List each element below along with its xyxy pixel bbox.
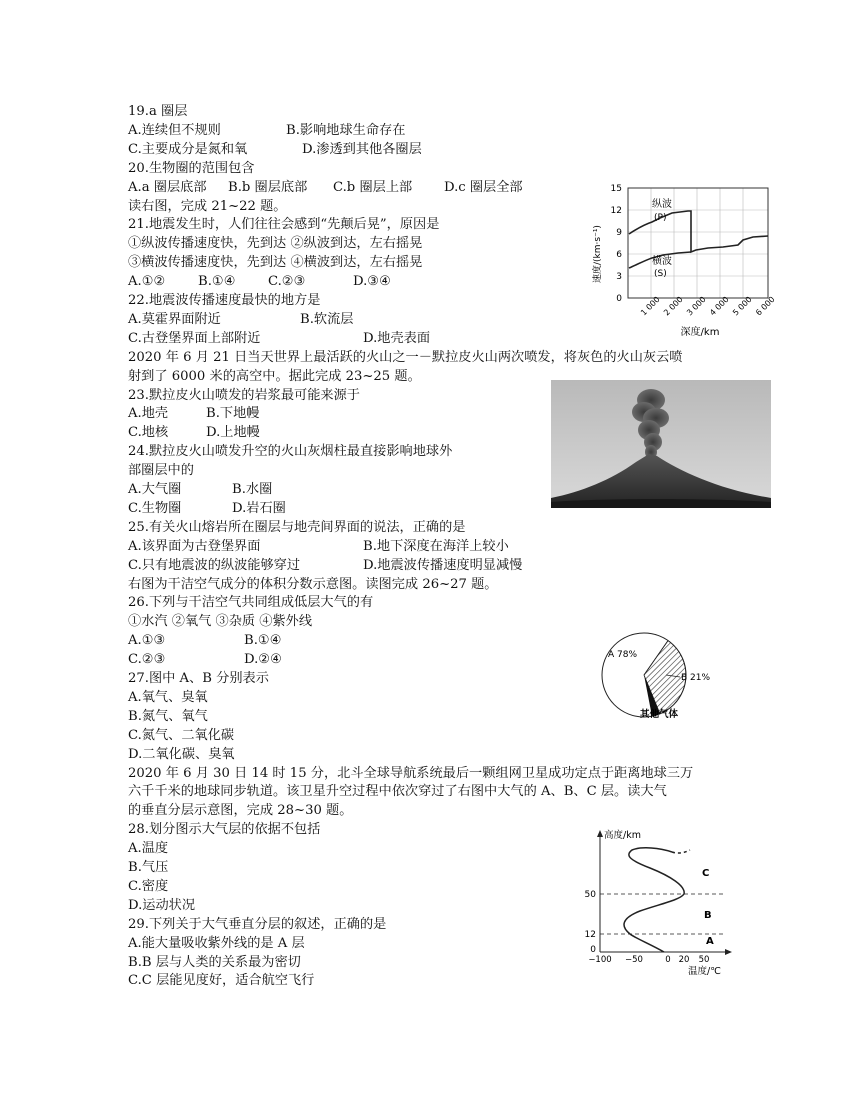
layer-b-label: B <box>704 910 712 921</box>
text-line: B.氮气、氧气 <box>128 708 208 724</box>
answer-option: B.水圈 <box>232 482 273 497</box>
answer-option: A.a 圈层底部 <box>128 179 207 195</box>
text-line: D.二氧化碳、臭氧 <box>128 746 235 762</box>
text-line: A.能大量吸收紫外线的是 A 层 <box>128 935 305 951</box>
text-line: 六千千米的地球同步轨道。该卫星升空过程中依次穿过了右图中大气的 A、B、C 层。读大气 <box>128 784 667 800</box>
pie-label-other: 其他气体 <box>640 709 679 720</box>
text-line: A.温度 <box>128 841 169 857</box>
layer-c-label: C <box>702 868 710 879</box>
answer-option: B.影响地球生命存在 <box>286 122 406 138</box>
answer-option: D.地震波传播速度明显减慢 <box>363 557 523 573</box>
p-wave-curve <box>629 211 768 252</box>
answer-option: D.③④ <box>353 274 391 290</box>
atmo-xlabel: 温度/℃ <box>688 966 721 976</box>
text-line: 2020 年 6 月 30 日 14 时 15 分，北斗全球导航系统最后一颗组网卫星成功定点于距离地球三万 <box>128 765 694 781</box>
s-wave-label: 横波 <box>652 256 672 267</box>
x-tick: 6 000 <box>754 294 777 318</box>
question-stem: 26.下列与干洁空气共同组成低层大气的有 <box>128 595 374 611</box>
x-tick: 20 <box>678 955 690 965</box>
y-tick: 6 <box>616 250 622 260</box>
text-line: D.运动状况 <box>128 897 196 913</box>
answer-option: B.地下深度在海洋上较小 <box>363 538 509 554</box>
question-stem: 22.地震波传播速度最快的地方是 <box>128 293 321 308</box>
answer-option: A.①③ <box>128 633 166 649</box>
answer-option: D.②④ <box>244 652 282 668</box>
answer-option: A.①② <box>128 274 166 290</box>
answer-option: B.b 圈层底部 <box>228 179 308 195</box>
question-stem: 25.有关火山熔岩所在圈层与地壳间界面的说法，正确的是 <box>128 519 466 535</box>
answer-option: C.生物圈 <box>128 500 182 516</box>
y-tick: 0 <box>616 294 622 304</box>
text-line: 部圈层中的 <box>128 463 194 479</box>
answer-option: A.连续但不规则 <box>128 122 221 138</box>
answer-option: B.①④ <box>244 633 282 649</box>
answer-option: C.只有地震波的纵波能够穿过 <box>128 557 301 573</box>
x-tick: 4 000 <box>708 294 731 318</box>
answer-option: B.①④ <box>198 274 236 290</box>
text-line: ①水汽 ②氧气 ③杂质 ④紫外线 <box>128 614 313 630</box>
s-wave-sub: (S) <box>654 269 667 279</box>
atmo-ylabel: 高度/km <box>604 830 641 841</box>
seismic-xlabel: 深度/km <box>680 327 720 338</box>
answer-option: A.莫霍界面附近 <box>128 311 221 327</box>
answer-option: C.主要成分是氮和氧 <box>128 141 248 157</box>
question-stem: 23.默拉皮火山喷发的岩浆最可能来源于 <box>128 387 360 403</box>
answer-option: D.上地幔 <box>206 425 260 441</box>
question-stem: 27.图中 A、B 分别表示 <box>128 671 269 686</box>
answer-option: B.下地幔 <box>206 406 260 422</box>
answer-option: D.岩石圈 <box>232 500 286 516</box>
text-line: C.C 层能见度好，适合航空飞行 <box>128 973 315 989</box>
y-tick: 50 <box>584 890 596 900</box>
p-wave-label: 纵波 <box>652 199 672 210</box>
answer-option: C.②③ <box>128 652 166 668</box>
y-tick: 9 <box>616 228 622 238</box>
dry-air-pie-chart <box>586 625 716 725</box>
x-tick: 1 000 <box>639 294 662 318</box>
text-line: C.氮气、二氧化碳 <box>128 727 235 743</box>
question-stem: 20.生物圈的范围包含 <box>128 160 255 176</box>
question-stem: 28.划分图示大气层的依据不包括 <box>128 822 321 838</box>
y-tick: 12 <box>584 930 596 940</box>
question-stem: 19.a 圈层 <box>128 104 188 119</box>
answer-option: C.地核 <box>128 425 169 441</box>
text-line: B.气压 <box>128 860 169 875</box>
answer-option: B.软流层 <box>300 311 354 327</box>
x-tick: 2 000 <box>662 294 685 318</box>
text-line: B.B 层与人类的关系最为密切 <box>128 954 301 970</box>
text-line: 右图为干洁空气成分的体积分数示意图。读图完成 26~27 题。 <box>128 576 498 592</box>
answer-option: C.②③ <box>268 274 306 290</box>
answer-option: D.c 圈层全部 <box>444 179 523 195</box>
y-tick: 3 <box>616 272 622 282</box>
text-line: C.密度 <box>128 878 169 894</box>
answer-option: C.b 圈层上部 <box>333 179 413 195</box>
answer-option: A.地壳 <box>128 406 169 422</box>
pie-label-b: B 21% <box>681 673 711 683</box>
seismic-grid <box>628 188 768 298</box>
atmosphere-layer-chart <box>580 826 745 976</box>
text-line: 射到了 6000 米的高空中。据此完成 23~25 题。 <box>128 368 421 384</box>
x-tick: 0 <box>665 955 671 965</box>
pie-label-a: A 78% <box>608 650 638 660</box>
seismic-wave-chart <box>588 178 778 338</box>
x-tick: −50 <box>625 955 643 965</box>
text-line: 2020 年 6 月 21 日当天世界上最活跃的火山之一－默拉皮火山两次喷发，将灰色的火山灰云喷 <box>128 349 683 365</box>
text-line: 的垂直分层示意图，完成 28~30 题。 <box>128 803 353 819</box>
answer-option: A.大气圈 <box>128 482 182 497</box>
seismic-ylabel: 速度/(km·s⁻¹) <box>593 225 603 283</box>
answer-option: A.该界面为古登堡界面 <box>128 538 261 554</box>
x-tick: 3 000 <box>685 294 708 318</box>
text-line: ③横波传播速度快，先到达 ④横波到达，左右摇晃 <box>128 255 423 271</box>
answer-option: D.地壳表面 <box>363 330 431 346</box>
x-tick: 5 000 <box>731 294 754 318</box>
y-tick: 0 <box>590 945 596 955</box>
p-wave-sub: (P) <box>654 213 667 223</box>
x-tick: −100 <box>588 955 612 965</box>
x-tick: 50 <box>698 955 710 965</box>
text-line: A.氧气、臭氧 <box>128 689 208 705</box>
y-tick: 15 <box>610 184 622 194</box>
layer-a-label: A <box>706 936 714 947</box>
volcano-photo <box>551 380 771 508</box>
text-line: ①纵波传播速度快，先到达 ②纵波到达，左右摇晃 <box>128 236 423 252</box>
temperature-curve <box>624 848 684 952</box>
text-line: 读右图，完成 21~22 题。 <box>128 198 287 214</box>
question-stem: 24.默拉皮火山喷发升空的火山灰烟柱最直接影响地球外 <box>128 444 453 460</box>
answer-option: C.古登堡界面上部附近 <box>128 330 261 346</box>
question-stem: 21.地震发生时，人们往往会感到“先颠后晃”，原因是 <box>128 217 440 233</box>
y-tick: 12 <box>610 206 622 216</box>
question-stem: 29.下列关于大气垂直分层的叙述，正确的是 <box>128 916 387 932</box>
answer-option: D.渗透到其他各圈层 <box>302 141 422 157</box>
